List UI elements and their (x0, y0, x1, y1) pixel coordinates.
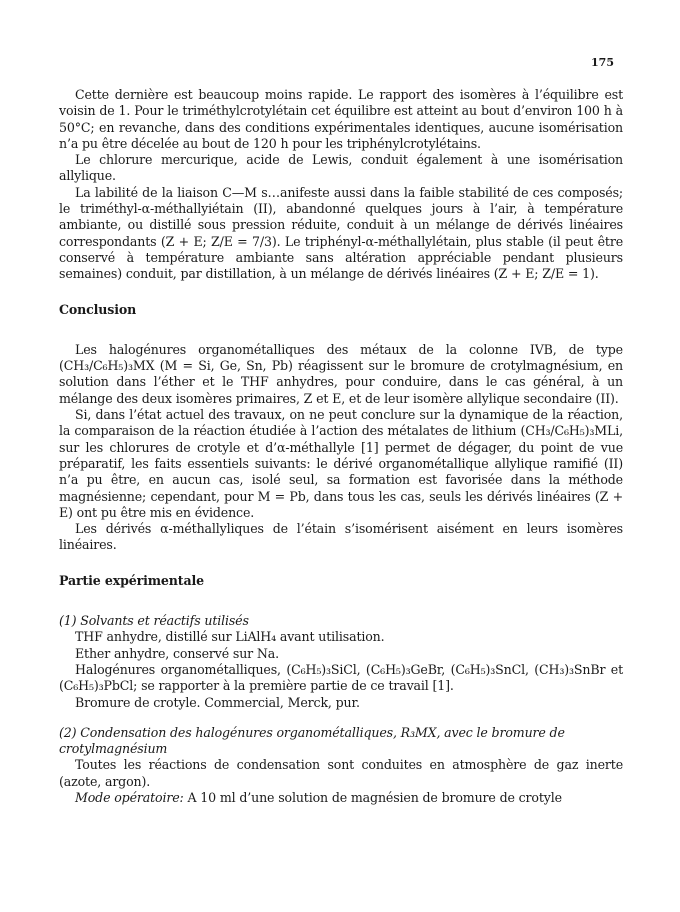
mode-text: A 10 ml d’une solution de magnésien de bromure de crotyle (183, 789, 562, 805)
section-title-experimental: Partie expérimentale (59, 572, 204, 588)
paragraph: Les halogénures organométalliques des métaux de la colonne IVB, de type (CH₃/C₆H₅)₃MX (M = Si, Ge, Sn, Pb) réagissent sur le bromure de crotylmagnésium, en solution dans l’éther et le THF anhydres, pour conduire, dans le cas général, à un mélange des deux isomères primaires, Z et E, et de leur isomère allylique secondaire (II). (59, 341, 623, 406)
paragraph: Les dérivés α-méthallyliques de l’étain s’isomérisent aisément en leurs isomères linéaires. (59, 521, 623, 553)
paragraph: Cette dernière est beaucoup moins rapide. Le rapport des isomères à l’équilibre est voisin de 1. Pour le triméthylcrotylétain cet équilibre est atteint au bout d’environ 100 h à 50°C; en revanche, dans des conditions expérimentales identiques, aucune isomérisation n’a pu être décelée au bout de 120 h pour les triphénylcrotylétains. (59, 87, 623, 151)
paragraph: Le chlorure mercurique, acide de Lewis, conduit également à une isomérisation allylique. (59, 152, 623, 184)
paragraph-mode-operatoire (59, 790, 623, 806)
list-item: THF anhydre, distillé sur LiAlH₄ avant utilisation. (75, 629, 385, 645)
paragraph: La labilité de la liaison C—M s…anifeste aussi dans la faible stabilité de ces composés; le triméthyl-α-méthallyiétain (II), abandonné quelques jours à l’air, à température ambiante, ou distillé sous pression réduite, conduit à un mélange de dérivés linéaires correspondants (Z + E; Z/E = 7/3). Le triphényl-α-méthallylétain, plus stable (il peut être conservé à température ambiante sans altération appréciable pendant plusieurs semaines) conduit, par distillation, à un mélange de dérivés linéaires (Z + E; Z/E = 1). (59, 184, 623, 282)
list-item: Ether anhydre, conservé sur Na. (75, 645, 279, 661)
page-number: 175 (591, 56, 614, 69)
list-item: Bromure de crotyle. Commercial, Merck, pur. (75, 694, 360, 710)
article-body (59, 87, 623, 806)
list-item: Halogénures organométalliques, (C₆H₅)₃SiCl, (C₆H₅)₃GeBr, (C₆H₅)₃SnCl, (CH₃)₃SnBr et (C₆H₅)₃PbCl; se rapporter à la première partie de ce travail [1]. (59, 661, 623, 694)
paragraph: Toutes les réactions de condensation sont conduites en atmosphère de gaz inerte (azote, argon). (59, 757, 623, 789)
section-title-conclusion: Conclusion (59, 301, 137, 317)
mode-label: Mode opératoire: (75, 789, 184, 805)
paragraph: Si, dans l’état actuel des travaux, on ne peut conclure sur la dynamique de la réaction, la comparaison de la réaction étudiée à l’action des métalates de lithium (CH₃/C₆H₅)₃MLi, sur les chlorures de crotyle et d’α-méthallyle [1] permet de dégager, du point de vue préparatif, les faits essentiels suivants: le dérivé organométallique allylique ramifié (II) n’a pu être, en aucun cas, isolé seul, sa formation est favorisée dans la méthode magnésienne; cependant, pour M = Pb, dans tous les cas, seuls les dérivés linéaires (Z + E) ont pu être mis en évidence. (59, 407, 623, 520)
subsection-title-solvents: (1) Solvants et réactifs utilisés (59, 613, 249, 629)
subsection-title-condensation: (2) Condensation des halogénures organométalliques, R₃MX, avec le bromure de crotylmagnésium (59, 724, 565, 757)
